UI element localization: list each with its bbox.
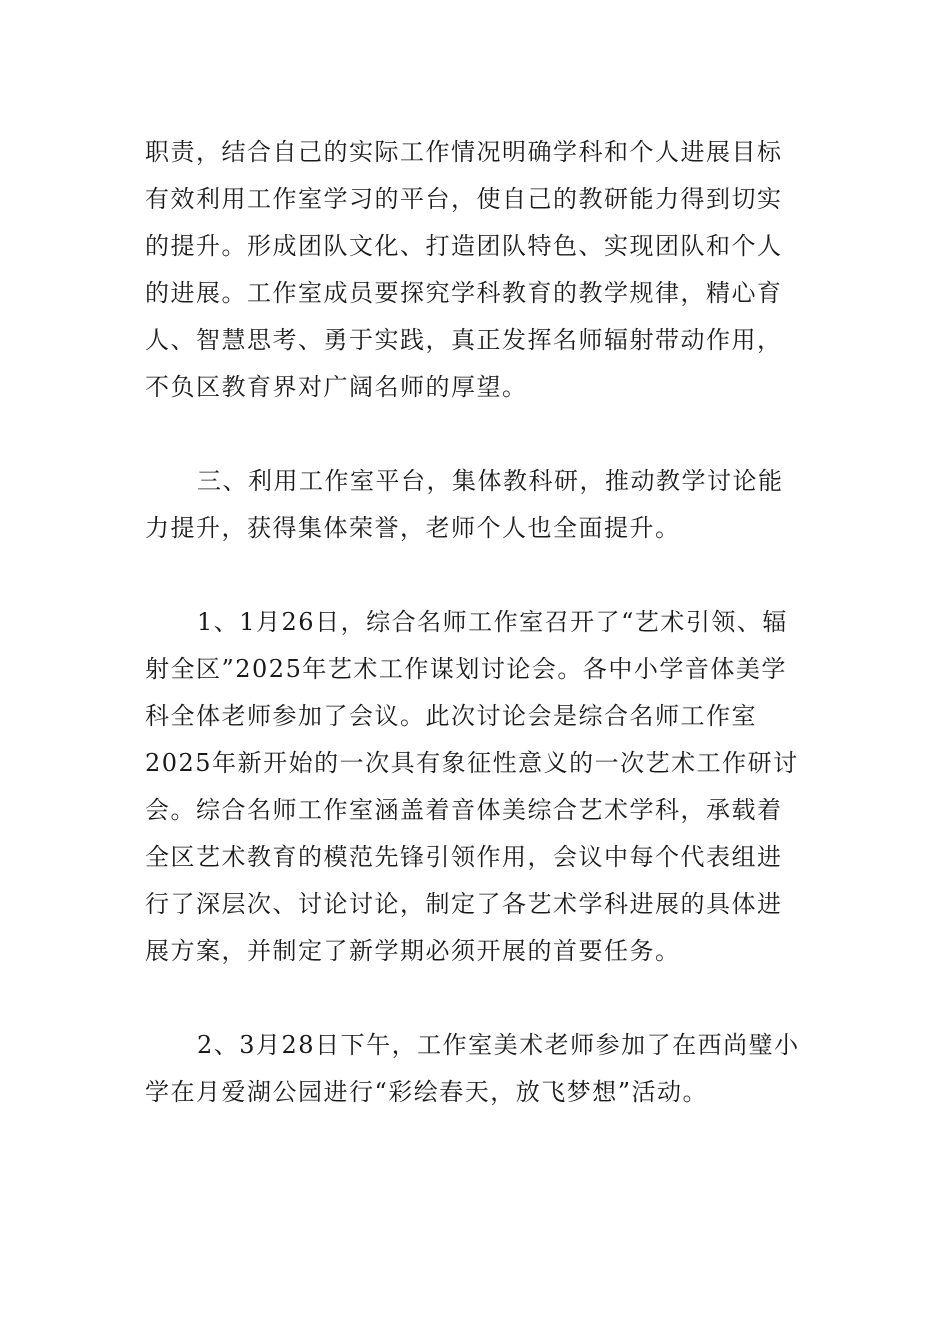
text-line: 的提升。形成团队文化、打造团队特色、实现团队和个人 (145, 232, 783, 260)
text-line: 不负区教育界对广阔名师的厚望。 (145, 373, 528, 401)
text-line: 全区艺术教育的模范先锋引领作用，会议中每个代表组进 (145, 843, 783, 871)
text-line: 职责，结合自己的实际工作情况明确学科和个人进展目标 (145, 138, 783, 166)
paragraph-spacer (145, 552, 810, 599)
text-line: 人、智慧思考、勇于实践，真正发挥名师辐射带动作用， (145, 326, 783, 354)
text-line: 1、1月26日，综合名师工作室召开了“艺术引领、辐 (197, 608, 788, 636)
text-line: 行了深层次、讨论讨论，制定了各艺术学科进展的具体进 (145, 890, 783, 918)
paragraph-item-1 (145, 599, 810, 975)
paragraph-continuation (145, 129, 810, 411)
text-line: 三、利用工作室平台，集体教科研，推动教学讨论能 (197, 467, 784, 495)
text-line: 科全体老师参加了会议。此次讨论会是综合名师工作室 (145, 702, 757, 730)
text-line: 2025年新开始的一次具有象征性意义的一次艺术工作研讨 (145, 749, 799, 777)
paragraph-spacer (145, 411, 810, 458)
document-body (145, 129, 810, 1116)
text-line: 有效利用工作室学习的平台，使自己的教研能力得到切实 (145, 185, 783, 213)
section-heading-paragraph (145, 458, 810, 552)
text-line: 的进展。工作室成员要探究学科教育的教学规律，精心育 (145, 279, 783, 307)
text-line: 展方案，并制定了新学期必须开展的首要任务。 (145, 937, 681, 965)
text-line: 力提升，获得集体荣誉，老师个人也全面提升。 (145, 514, 681, 542)
text-line: 学在月爱湖公园进行“彩绘春天，放飞梦想”活动。 (145, 1078, 709, 1106)
text-line: 射全区”2025年艺术工作谋划讨论会。各中小学音体美学 (145, 655, 787, 683)
text-line: 2、3月28日下午，工作室美术老师参加了在西尚璧小 (197, 1031, 800, 1059)
paragraph-spacer (145, 975, 810, 1022)
paragraph-item-2 (145, 1022, 810, 1116)
text-line: 会。综合名师工作室涵盖着音体美综合艺术学科，承载着 (145, 796, 783, 824)
